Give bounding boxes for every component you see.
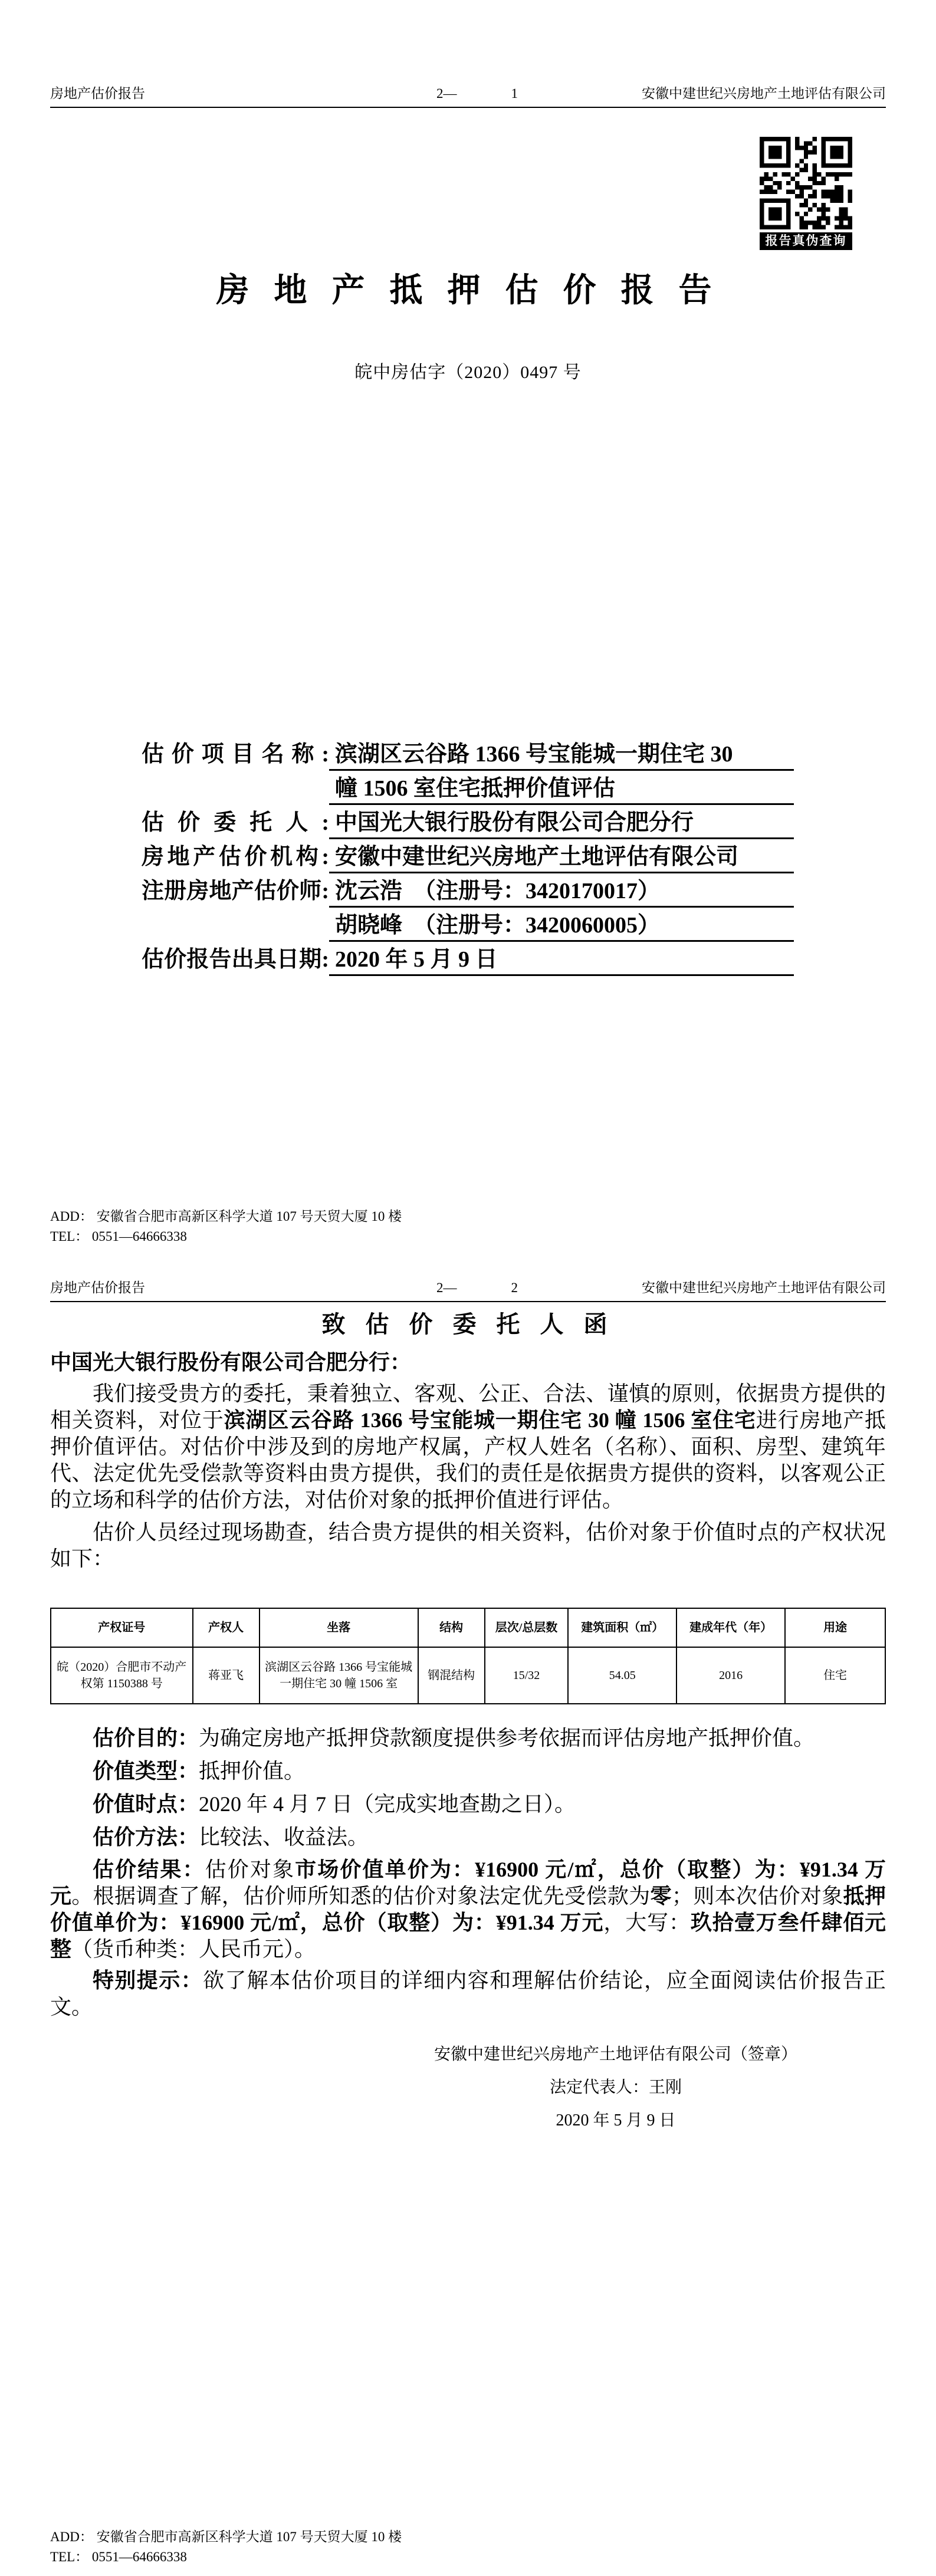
form-row-appraiser-2 [142,908,794,942]
report-number: 皖中房估字（2020）0497 号 [354,363,582,382]
report-title: 房 地 产 抵 押 估 价 报 告 [216,272,720,309]
table-header-cell: 产权证号 [51,1608,193,1647]
table-header-cell: 建成年代（年） [676,1608,785,1647]
form-label-client: 估价委托人: [142,810,329,835]
qr-block [760,137,852,250]
header-page-total: 2— [436,1280,457,1295]
item-text: 比较法、收益法。 [199,1825,369,1849]
item-label: 价值时点： [93,1792,199,1816]
form-label-appraiser: 注册房地产估价师: [142,879,329,903]
footer-tel: TEL： 0551—64666338 [50,1229,187,1244]
letter-paragraph-2: 估价人员经过现场勘查，结合贵方提供的相关资料，估价对象于价值时点的产权状况如下： [50,1520,886,1570]
page-2-letter [0,1274,936,2576]
header-page-no: 2 [511,1280,518,1295]
table-header-cell: 坐落 [260,1608,418,1647]
signature-date: 2020 年 5 月 9 日 [556,2111,676,2130]
table-header-cell: 产权人 [193,1608,260,1647]
result-text: （货币种类：人民币元）。 [71,1937,316,1961]
item-value-date [50,1790,886,1818]
qr-caption: 报告真伪查询 [760,232,852,250]
item-label: 估价方法： [93,1825,199,1849]
form-value-appraiser-1: 沈云浩 （注册号：3420170017） [329,872,794,908]
page-footer [50,2527,402,2567]
valuation-items [50,1724,886,1851]
cover-form [142,737,794,976]
form-row-appraiser-1 [142,873,794,908]
form-label-project-name: 估价项目名称: [142,742,329,767]
result-text: ，大写： [603,1911,691,1934]
table-cell-year: 2016 [676,1647,785,1704]
form-value-agency: 安徽中建世纪兴房地产土地评估有限公司 [329,838,794,873]
form-value-project-name: 滨湖区云谷路 1366 号宝能城一期住宅 30 [329,735,794,771]
result-bold-zero: 零 [650,1884,672,1908]
header-page-total: 2— [436,86,457,101]
header-doc-title: 房地产估价报告 [50,86,145,101]
table-row [51,1647,885,1704]
header-page-number [436,86,518,102]
header-page-no: 1 [511,86,518,101]
page-header [50,1280,886,1302]
signature-block [434,2038,797,2137]
result-label: 估价结果： [93,1858,205,1881]
paragraph-text: 进行房地产抵押价值评估。对估价中涉及到的房地产权属，产权人姓名（名称）、面积、房型、建筑年代、法定优先受偿款等资料由贵方提供，我们的责任是依据贵方提供的资料，以客观公正的立场和科学的估价方法，对估价对象的抵押价值进行评估。 [50,1408,886,1512]
form-row-issue-date [142,942,794,976]
table-header-row [51,1608,885,1647]
form-value-issue-date: 2020 年 5 月 9 日 [329,941,794,976]
page-1-cover [0,0,936,1274]
signature-company: 安徽中建世纪兴房地产土地评估有限公司（签章） [433,2045,797,2064]
special-note [50,1967,886,2020]
result-bold-amount-words: 玖拾壹万叁仟肆佰元整 [50,1911,886,1961]
table-cell-usage: 住宅 [785,1647,885,1704]
result-text: 估价对象 [205,1858,295,1881]
table-cell-floor: 15/32 [485,1647,569,1704]
form-value-client: 中国光大银行股份有限公司合肥分行 [329,804,794,839]
item-label: 价值类型： [93,1759,199,1783]
property-rights-table [50,1608,886,1704]
form-label-issue-date: 估价报告出具日期: [142,947,329,972]
form-value-project-name-cont: 幢 1506 室住宅抵押价值评估 [329,770,794,805]
table-cell-structure: 钢混结构 [418,1647,485,1704]
table-header-cell: 层次/总层数 [485,1608,569,1647]
valuation-result [50,1857,886,1963]
signature-legal-rep: 法定代表人：王刚 [549,2078,682,2097]
item-value-type [50,1757,886,1785]
item-label: 估价目的： [93,1726,199,1750]
form-row-client [142,805,794,839]
footer-tel: TEL： 0551—64666338 [50,2549,187,2564]
form-row-project-name-cont [142,771,794,805]
special-note-label: 特别提示： [93,1969,203,1992]
qr-code [760,137,852,229]
table-header-cell: 用途 [785,1608,885,1647]
letter-title: 致 估 价 委 托 人 函 [321,1311,615,1338]
page-footer [50,1207,402,1247]
result-bold-market-value: 市场价值单价为：¥16900 元/㎡，总价（取整）为：¥91.34 万元 [50,1858,886,1908]
header-company-name: 安徽中建世纪兴房地产土地评估有限公司 [642,1280,886,1295]
footer-address: ADD： 安徽省合肥市高新区科学大道 107 号天贸大厦 10 楼 [50,1209,402,1224]
table-header-cell: 建筑面积（㎡） [568,1608,676,1647]
property-name-bold: 滨湖区云谷路 1366 号宝能城一期住宅 30 幢 1506 室住宅 [224,1408,756,1432]
table-cell-area: 54.05 [568,1647,676,1704]
item-text: 抵押价值。 [199,1759,306,1783]
page-header [50,86,886,108]
form-row-project-name [142,737,794,771]
item-purpose [50,1724,886,1752]
result-text: ；则本次估价对象 [671,1884,843,1908]
form-value-appraiser-2: 胡晓峰 （注册号：3420060005） [329,906,794,942]
form-row-agency [142,839,794,873]
table-cell-certificate-no: 皖（2020）合肥市不动产权第 1150388 号 [51,1647,193,1704]
table-cell-location: 滨湖区云谷路 1366 号宝能城一期住宅 30 幢 1506 室 [260,1647,418,1704]
table-cell-owner: 蒋亚飞 [193,1647,260,1704]
header-company-name: 安徽中建世纪兴房地产土地评估有限公司 [642,86,886,101]
special-note-text: 欲了解本估价项目的详细内容和理解估价结论，应全面阅读估价报告正文。 [50,1969,886,2019]
item-text: 2020 年 4 月 7 日（完成实地查勘之日）。 [199,1792,576,1816]
result-bold-mortgage-value: 抵押价值单价为：¥16900 元/㎡，总价（取整）为：¥91.34 万元 [50,1884,886,1934]
header-page-number [436,1280,518,1296]
letter-paragraph-1 [50,1381,886,1513]
paragraph-text: 我们接受贵方的委托，秉着独立、客观、公正、合法、谨慎的原则，依据贵方提供的相关资料，对位于 [50,1382,886,1432]
table-header-cell: 结构 [418,1608,485,1647]
item-text: 为确定房地产抵押贷款额度提供参考依据而评估房地产抵押价值。 [199,1726,815,1750]
header-doc-title: 房地产估价报告 [50,1280,145,1295]
footer-address: ADD： 安徽省合肥市高新区科学大道 107 号天贸大厦 10 楼 [50,2529,402,2544]
item-method [50,1823,886,1851]
letter-addressee: 中国光大银行股份有限公司合肥分行： [50,1351,412,1374]
form-label-agency: 房地产估价机构: [142,845,329,869]
result-text: 。根据调查了解，估价师所知悉的估价对象法定优先受偿款为 [71,1884,651,1908]
